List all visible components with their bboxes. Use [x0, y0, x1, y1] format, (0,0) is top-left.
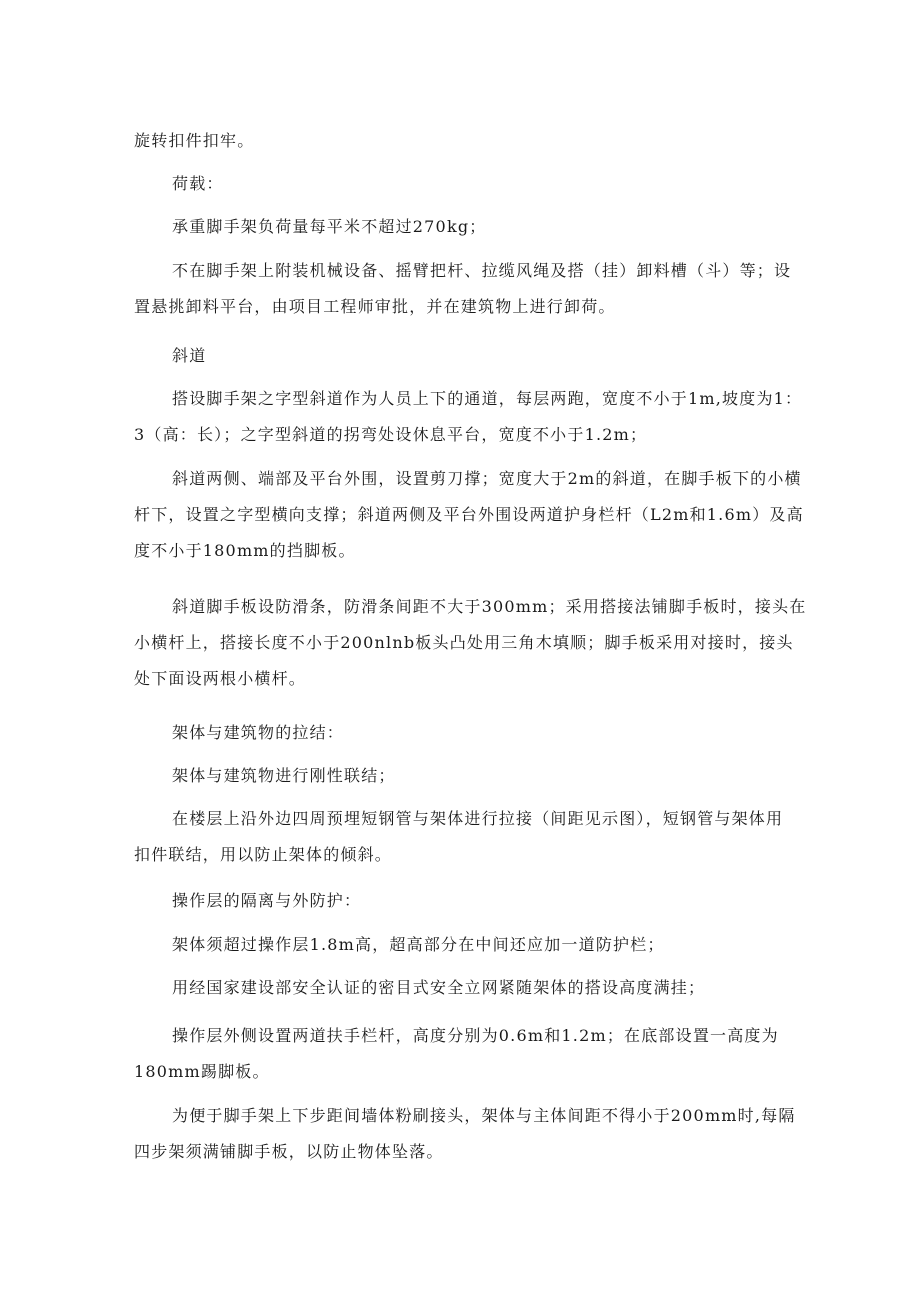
- paragraph-9: [134, 715, 794, 751]
- paragraph-11: [134, 801, 794, 873]
- section-heading-ramp: 斜道: [172, 346, 207, 365]
- paragraph-line: 小横杆上，搭接长度不小于200nlnb板头凸处用三角木填顺；脚手板采用对接时，接头: [134, 633, 794, 652]
- paragraph-16: [134, 1098, 794, 1170]
- paragraph-1: [134, 123, 794, 159]
- paragraph-line: 架体须超过操作层1.8m高，超高部分在中间还应加一道防护栏；: [172, 935, 665, 954]
- paragraph-10: [134, 758, 794, 794]
- paragraph-line: 斜道脚手板设防滑条，防滑条间距不大于300mm；采用搭接法铺脚手板时，接头在: [172, 597, 807, 616]
- paragraph-line: 搭设脚手架之字型斜道作为人员上下的通道，每层两跑，宽度不小于1m,坡度为1：: [172, 389, 803, 408]
- paragraph-8: [134, 589, 807, 697]
- paragraph-4: [134, 253, 794, 325]
- paragraph-line: 3（高：长）；之字型斜道的拐弯处设休息平台，宽度不小于1.2m；: [134, 425, 648, 444]
- paragraph-line: 架体与建筑物进行刚性联结；: [172, 766, 396, 785]
- paragraph-line: 不在脚手架上附装机械设备、摇臂把杆、拉缆风绳及搭（挂）卸料槽（斗）等；设: [172, 261, 792, 280]
- paragraph-15: [134, 1018, 794, 1090]
- paragraph-line: 处下面设两根小横杆。: [134, 669, 307, 688]
- paragraph-7: [134, 461, 804, 569]
- paragraph-line: 斜道两侧、端部及平台外围，设置剪刀撑；宽度大于2m的斜道，在脚手板下的小横: [172, 469, 802, 488]
- paragraph-line: 扣件联结，用以防止架体的倾斜。: [134, 845, 393, 864]
- paragraph-line: 杆下，设置之字型横向支撑；斜道两侧及平台外围设两道护身栏杆（L2m和1.6m）及高: [134, 505, 804, 524]
- paragraph-12: [134, 883, 794, 919]
- section-heading-protection: 操作层的隔离与外防护：: [172, 891, 362, 910]
- paragraph-line: 置悬挑卸料平台，由项目工程师审批，并在建筑物上进行卸荷。: [134, 297, 616, 316]
- paragraph-line: 180mm踢脚板。: [134, 1062, 270, 1081]
- paragraph-line: 操作层外侧设置两道扶手栏杆，高度分别为0.6m和1.2m；在底部设置一高度为: [172, 1026, 779, 1045]
- paragraph-line: 承重脚手架负荷量每平米不超过270kg；: [172, 217, 487, 236]
- paragraph-line: 度不小于180mm的挡脚板。: [134, 541, 356, 560]
- section-heading-load: 荷载：: [172, 174, 224, 193]
- paragraph-line: 为便于脚手架上下步距间墙体粉刷接头，架体与主体间距不得小于200mm时,每隔: [172, 1106, 796, 1125]
- section-heading-tie: 架体与建筑物的拉结：: [172, 723, 345, 742]
- paragraph-3: [134, 209, 794, 245]
- paragraph-line: 在楼层上沿外边四周预埋短钢管与架体进行拉接（间距见示图），短钢管与架体用: [172, 809, 784, 828]
- paragraph-5: [134, 338, 794, 374]
- paragraph-line: 四步架须满铺脚手板，以防止物体坠落。: [134, 1142, 444, 1161]
- paragraph-2: [134, 166, 794, 202]
- paragraph-line: 旋转扣件扣牢。: [134, 131, 255, 150]
- paragraph-13: [134, 927, 794, 963]
- paragraph-line: 用经国家建设部安全认证的密目式安全立网紧随架体的搭设高度满挂；: [172, 978, 706, 997]
- paragraph-6: [134, 381, 803, 453]
- paragraph-14: [134, 970, 794, 1006]
